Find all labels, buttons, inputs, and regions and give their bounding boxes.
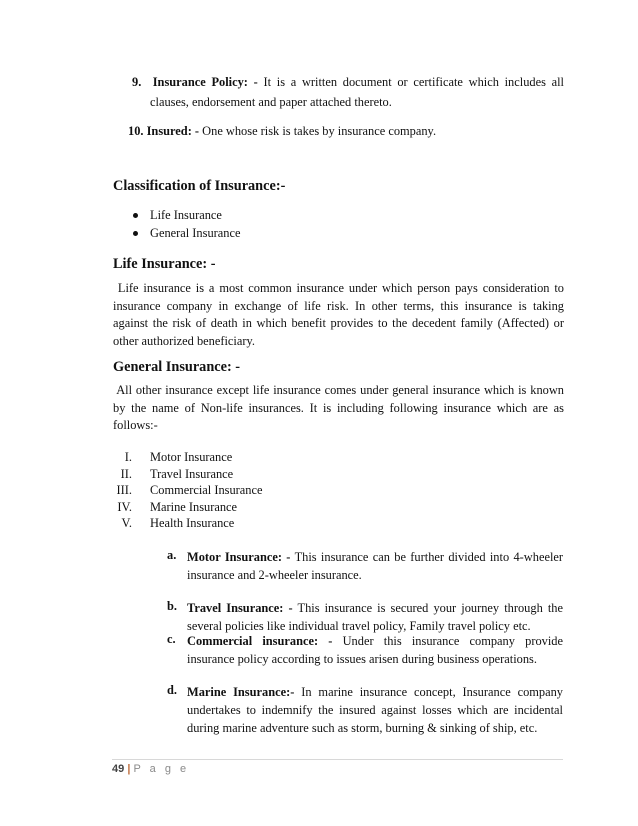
- insurance-type: Health Insurance: [150, 516, 235, 530]
- detail-term: Motor Insurance: -: [187, 550, 291, 564]
- definition-number: 9.: [132, 75, 142, 89]
- insurance-type: Travel Insurance: [150, 466, 234, 481]
- bullet-icon: [133, 213, 138, 218]
- detail-letter: d.: [167, 683, 177, 697]
- definition-number: 10.: [128, 124, 144, 138]
- detail-item: Travel Insurance: - This insurance is secured your journey through the several policies like individual travel policy, Family travel policy etc.: [187, 601, 563, 633]
- roman-numeral: II.: [120, 466, 132, 481]
- definition-term: Insured: -: [146, 124, 200, 138]
- life-insurance-heading: Life Insurance: -: [113, 256, 216, 272]
- roman-numeral: IV.: [117, 499, 132, 514]
- definition-line: One whose risk is takes by insurance company.: [202, 124, 437, 138]
- page-number: 49: [112, 763, 125, 775]
- insurance-type: Marine Insurance: [150, 499, 238, 514]
- detail-term: Travel Insurance: -: [187, 601, 293, 615]
- roman-numeral: V.: [121, 516, 132, 530]
- general-insurance-paragraph: All other insurance except life insurance comes under general insurance which is known by the name of Non-life insurances. It is including following insurance which are as follows:-: [113, 383, 564, 432]
- page-footer: [112, 763, 189, 775]
- life-insurance-paragraph: Life insurance is a most common insurance under which person pays consideration to insurance company in exchange of life risk. In other terms, this insurance is taking against the risk of death in which benefit provides to the decedent family (Affected) or other authorized beneficiary.: [113, 281, 564, 348]
- roman-numeral: I.: [124, 450, 132, 464]
- detail-term: Marine Insurance:-: [187, 685, 295, 699]
- bullet-icon: [133, 231, 138, 236]
- page-word: P a g e: [133, 763, 190, 775]
- general-insurance-heading: General Insurance: -: [113, 359, 241, 375]
- roman-numeral: III.: [116, 483, 132, 497]
- detail-term: Commercial insurance: -: [187, 634, 333, 648]
- definition-line: 9. Insurance Policy: - It is a written document or certificate which includes all: [132, 75, 565, 89]
- detail-item: Marine Insurance:- In marine insurance concept, Insurance company undertakes to indemnify the insured against losses which are incidental during marine adventure such as storm, burning & sinking of ship, etc.: [187, 685, 563, 735]
- detail-item: Commercial insurance: - Under this insurance company provide insurance policy according to issues arisen during business operations.: [187, 634, 563, 666]
- classification-item: Life Insurance: [150, 208, 222, 222]
- definition-item: [132, 72, 564, 112]
- insurance-type: Motor Insurance: [150, 450, 233, 464]
- detail-letter: a.: [167, 548, 177, 562]
- definition-line: clauses, endorsement and paper attached thereto.: [150, 95, 392, 109]
- footer-divider: [112, 759, 563, 760]
- detail-letter: c.: [167, 632, 176, 646]
- classification-item: General Insurance: [150, 226, 241, 240]
- detail-letter: b.: [167, 599, 177, 613]
- detail-item: Motor Insurance: - This insurance can be further divided into 4-wheeler insurance and 2-wheeler insurance.: [187, 550, 564, 582]
- definition-item: [128, 124, 564, 139]
- footer-separator: |: [127, 763, 131, 775]
- definition-term: Insurance Policy: -: [152, 75, 258, 89]
- insurance-type: Commercial Insurance: [150, 483, 263, 497]
- classification-heading: Classification of Insurance:-: [113, 178, 286, 194]
